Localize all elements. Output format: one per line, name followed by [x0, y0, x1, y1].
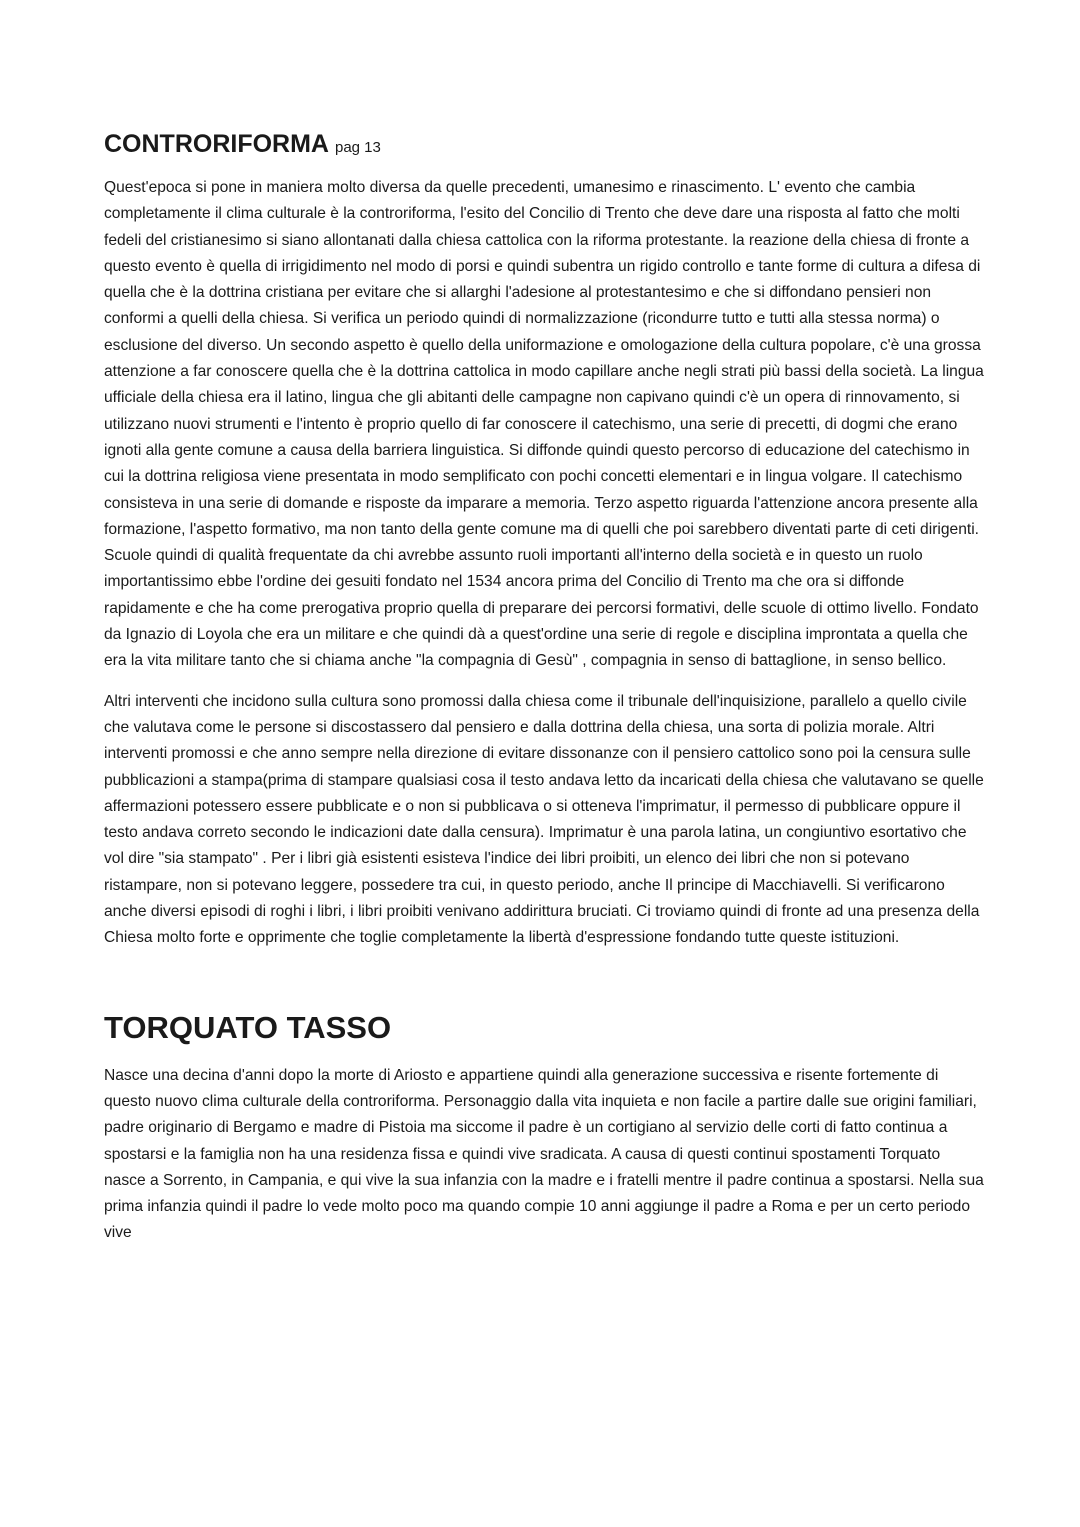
- section-heading-controriforma: [104, 132, 984, 157]
- paragraph: Quest'epoca si pone in maniera molto diversa da quelle precedenti, umanesimo e rinascimento. L' evento che cambia completamente il clima culturale è la controriforma, l'esito del Concilio di Trento che deve dare una risposta al fatto che molti fedeli del cristianesimo si siano allontanati dalla chiesa cattolica con la riforma protestante. la reazione della chiesa di fronte a questo evento è quella di irrigidimento nel modo di porsi e quindi subentra un rigido controllo e tante forme di cultura a difesa di quella che è la dottrina cristiana per evitare che si allarghi l'adesione al protestantesimo e che si diffondano pensieri non conformi a quelli della chiesa. Si verifica un periodo quindi di normalizzazione (ricondurre tutto e tutti alla stessa norma) o esclusione del diverso. Un secondo aspetto è quello della uniformazione e omologazione della cultura popolare, c'è una grossa attenzione a far conoscere quella che è la dottrina cattolica in modo capillare anche negli strati più bassi della società. La lingua ufficiale della chiesa era il latino, lingua che gli abitanti delle campagne non capivano quindi c'è un opera di rinnovamento, si utilizzano nuovi strumenti e l'intento è proprio quello di far conoscere il catechismo, una serie di precetti, di dogmi che erano ignoti alla gente comune a causa della barriera linguistica. Si diffonde quindi questo percorso di educazione del catechismo in cui la dottrina religiosa viene presentata in modo semplificato con pochi concetti elementari e in lingua volgare. Il catechismo consisteva in una serie di domande e risposte da imparare a memoria. Terzo aspetto riguarda l'attenzione ancora presente alla formazione, l'aspetto formativo, ma non tanto della gente comune ma di quelli che poi sarebbero diventati parte di ceti dirigenti. Scuole quindi di qualità frequentate da chi avrebbe assunto ruoli importanti all'interno della società e in questo un ruolo importantissimo ebbe l'ordine dei gesuiti fondato nel 1534 ancora prima del Concilio di Trento ma che ora si diffonde rapidamente e che ha come prerogativa proprio quella di preparare dei percorsi formativi, delle scuole di ottimo livello. Fondato da Ignazio di Loyola che era un militare e che quindi dà a quest'ordine una serie di regole e disciplina improntata a quella che era la vita militare tanto che si chiama anche "la compagnia di Gesù" , compagnia in senso di battaglione, in senso bellico.: [104, 179, 984, 670]
- heading-text: CONTRORIFORMA: [104, 130, 329, 158]
- paragraph: Nasce una decina d'anni dopo la morte di Ariosto e appartiene quindi alla generazione successiva e risente fortemente di questo nuovo clima culturale della controriforma. Personaggio dalla vita inquieta e non facile a partire dalle sue origini familiari, padre originario di Bergamo e madre di Pistoia ma siccome il padre è un cortigiano al servizio delle corti di fatto continua a spostarsi e la famiglia non ha una residenza fissa e quindi vive sradicata. A causa di questi continui spostamenti Torquato nasce a Sorrento, in Campania, e qui vive la sua infanzia con la madre e i fratelli mentre il padre continua a spostarsi. Nella sua prima infanzia quindi il padre lo vede molto poco ma quando compie 10 anni aggiunge il padre a Roma e per un certo periodo vive: [104, 1066, 984, 1242]
- page-reference: pag 13: [334, 139, 381, 156]
- paragraph: Altri interventi che incidono sulla cultura sono promossi dalla chiesa come il tribunale dell'inquisizione, parallelo a quello civile che valutava come le persone si discostassero dal pensiero e dalla dottrina della chiesa, una sorta di polizia morale. Altri interventi promossi e che anno sempre nella direzione di evitare dissonanze con il pensiero cattolico sono poi la censura sulle pubblicazioni a stampa(prima di stampare qualsiasi cosa il testo andava letto da incaricati della chiesa che valutavano se quelle affermazioni potessero essere pubblicate e o non si pubblicava o si otteneva l'imprimatur, il permesso di pubblicare oppure il testo andava correto secondo le indicazioni date dalla censura). Imprimatur è una parola latina, un congiuntivo esortativo che vol dire "sia stampato" . Per i libri già esistenti esisteva l'indice dei libri proibiti, un elenco dei libri che non si potevano ristampare, non si potevano leggere, possedere tra cui, in questo periodo, anche Il principe di Macchiavelli. Si verificarono anche diversi episodi di roghi i libri, i libri proibiti venivano addirittura bruciati. Ci troviamo quindi di fronte ad una presenza della Chiesa molto forte e opprimente che toglie completamente la libertà d'espressione fondando tutte queste istituzioni.: [104, 692, 984, 947]
- section-heading-torquato-tasso: TORQUATO TASSO: [104, 1009, 392, 1045]
- document-page: [104, 132, 984, 1261]
